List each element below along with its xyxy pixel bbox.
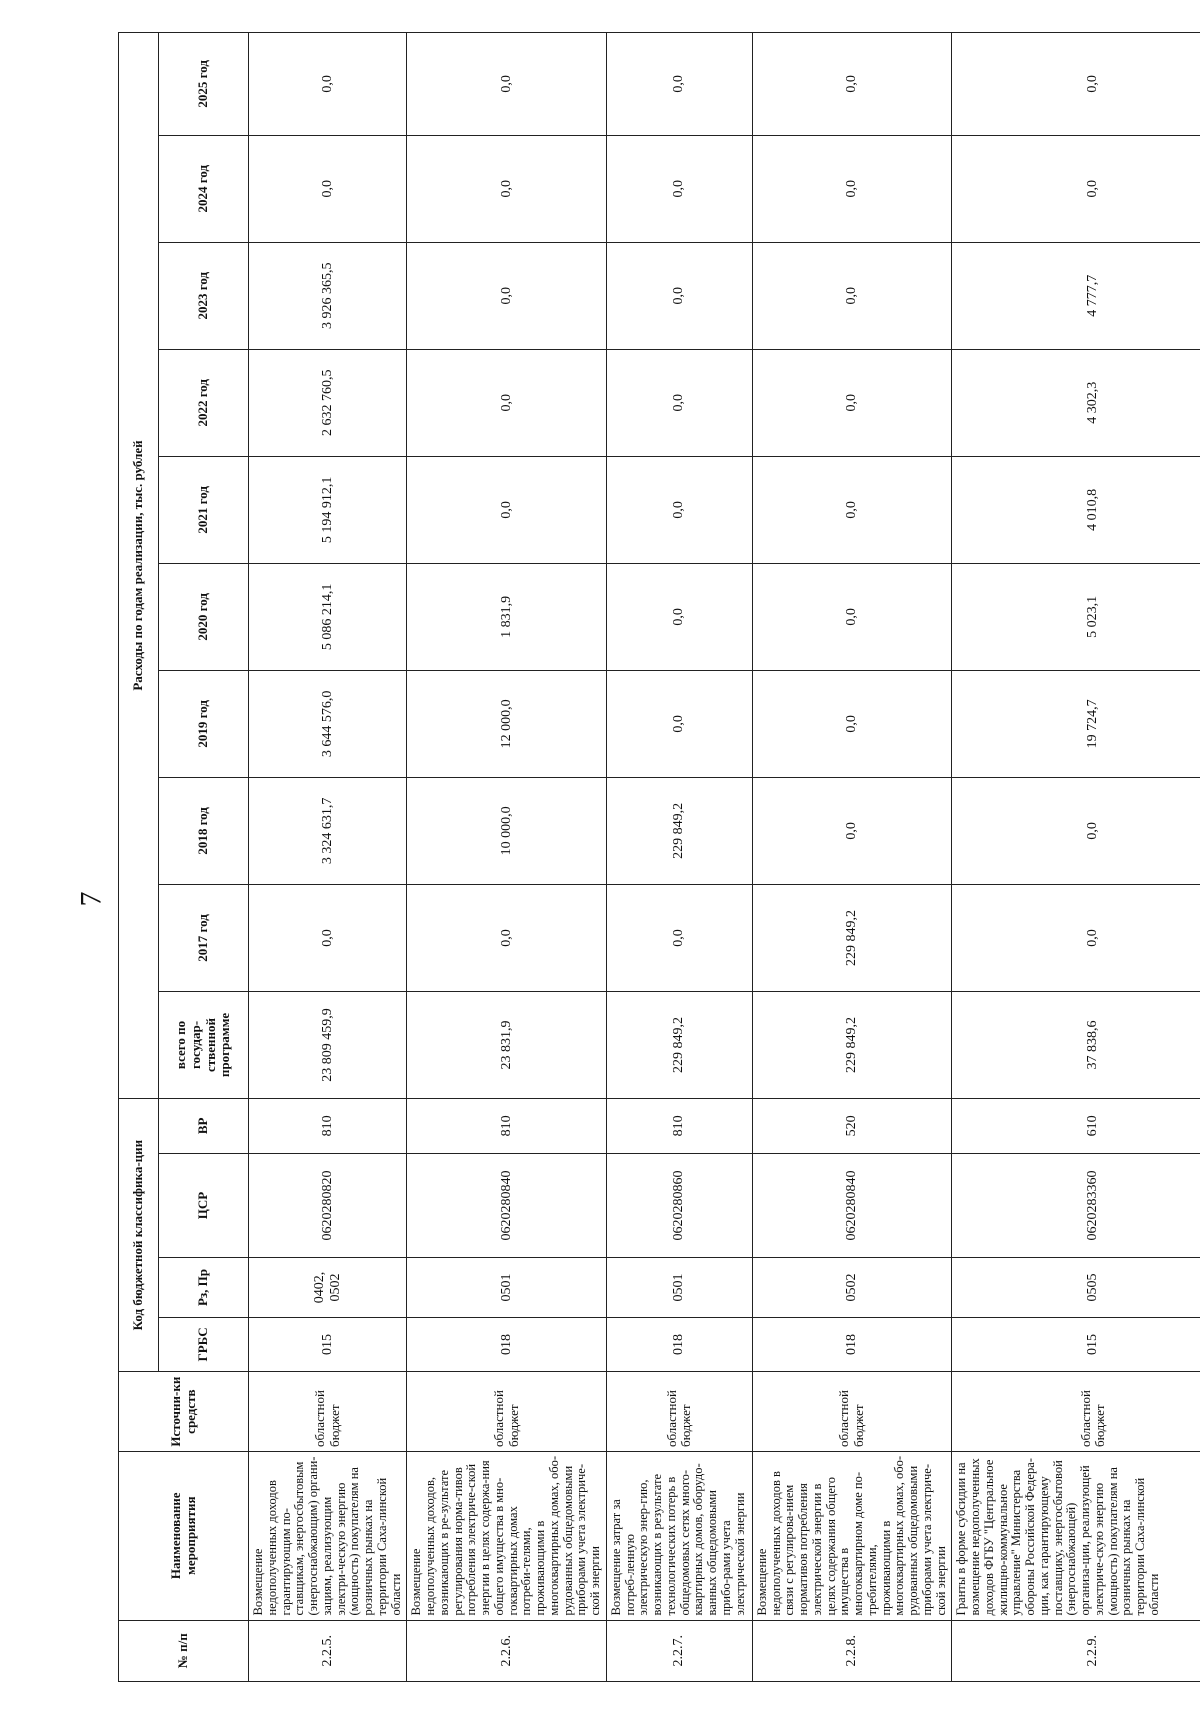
header-year: 2022 год bbox=[159, 349, 249, 456]
row-year-value: 10 000,0 bbox=[407, 777, 607, 884]
row-rzpr: 0505 bbox=[952, 1258, 1200, 1317]
header-year: 2017 год bbox=[159, 884, 249, 991]
row-vr: 810 bbox=[407, 1098, 607, 1153]
header-total: всего по государ-ственной программе bbox=[159, 991, 249, 1098]
row-year-value: 0,0 bbox=[752, 670, 952, 777]
row-year-value: 229 849,2 bbox=[752, 884, 952, 991]
row-grbs: 018 bbox=[606, 1317, 752, 1372]
row-year-value: 0,0 bbox=[752, 456, 952, 563]
header-name: Наименование мероприятия bbox=[119, 1451, 249, 1620]
header-vr: ВР bbox=[159, 1098, 249, 1153]
row-year-value: 0,0 bbox=[606, 884, 752, 991]
page-number: 7 bbox=[74, 891, 108, 907]
row-number: 2.2.9. bbox=[952, 1620, 1200, 1681]
row-source: областной бюджет bbox=[752, 1372, 952, 1452]
header-expenses: Расходы по годам реализации, тыс. рублей bbox=[119, 33, 159, 1099]
header-year: 2019 год bbox=[159, 670, 249, 777]
row-year-value: 4 302,3 bbox=[952, 349, 1200, 456]
header-budget-code: Код бюджетной классифика-ции bbox=[119, 1098, 159, 1371]
row-year-value: 19 724,7 bbox=[952, 670, 1200, 777]
row-number: 2.2.7. bbox=[606, 1620, 752, 1681]
row-year-value: 0,0 bbox=[952, 33, 1200, 136]
row-rzpr: 0501 bbox=[606, 1258, 752, 1317]
row-year-value: 0,0 bbox=[249, 135, 407, 242]
row-total: 23 831,9 bbox=[407, 991, 607, 1098]
row-csr: 0620280860 bbox=[606, 1153, 752, 1258]
header-year: 2021 год bbox=[159, 456, 249, 563]
row-year-value: 0,0 bbox=[752, 33, 952, 136]
row-vr: 610 bbox=[952, 1098, 1200, 1153]
row-year-value: 0,0 bbox=[407, 884, 607, 991]
header-year: 2023 год bbox=[159, 242, 249, 349]
row-source: областной бюджет bbox=[952, 1372, 1200, 1452]
row-year-value: 1 831,9 bbox=[407, 563, 607, 670]
row-year-value: 0,0 bbox=[606, 456, 752, 563]
row-year-value: 0,0 bbox=[952, 777, 1200, 884]
row-source: областной бюджет bbox=[407, 1372, 607, 1452]
row-year-value: 4 777,7 bbox=[952, 242, 1200, 349]
row-name: Возмещение недополученных доходов в связи с регулирова-нием нормативов потребления электрической энергии в целях содержания общего имущества в многоквартирном доме по-требителями, проживающими в многоквартирных домах, обо-рудованных общедомовыми приборами учета электриче-ской энергии bbox=[752, 1451, 952, 1620]
row-csr: 0620283360 bbox=[952, 1153, 1200, 1258]
row-year-value: 5 023,1 bbox=[952, 563, 1200, 670]
row-year-value: 0,0 bbox=[606, 135, 752, 242]
row-year-value: 0,0 bbox=[752, 349, 952, 456]
header-year: 2020 год bbox=[159, 563, 249, 670]
row-year-value: 4 010,8 bbox=[952, 456, 1200, 563]
row-year-value: 0,0 bbox=[606, 670, 752, 777]
row-number: 2.2.8. bbox=[752, 1620, 952, 1681]
rotated-page bbox=[118, 32, 1198, 1682]
row-year-value: 0,0 bbox=[952, 884, 1200, 991]
row-year-value: 0,0 bbox=[606, 349, 752, 456]
row-csr: 0620280820 bbox=[249, 1153, 407, 1258]
header-rz-pr: Рз, Пр bbox=[159, 1258, 249, 1317]
row-year-value: 0,0 bbox=[407, 242, 607, 349]
row-name: Возмещение затрат за потреб-ленную электрическую энер-гию, возникающих в результате технологических потерь в общедомовых сетях много-квартирных домов, оборудо-ванных общедомовыми прибо-рами учета электрической энергии bbox=[606, 1451, 752, 1620]
row-year-value: 0,0 bbox=[752, 242, 952, 349]
row-year-value: 0,0 bbox=[606, 242, 752, 349]
row-year-value: 5 086 214,1 bbox=[249, 563, 407, 670]
header-csr: ЦСР bbox=[159, 1153, 249, 1258]
table-row bbox=[952, 33, 1200, 1682]
table-row bbox=[606, 33, 752, 1682]
row-year-value: 3 644 576,0 bbox=[249, 670, 407, 777]
row-total: 229 849,2 bbox=[752, 991, 952, 1098]
row-year-value: 229 849,2 bbox=[606, 777, 752, 884]
row-total: 229 849,2 bbox=[606, 991, 752, 1098]
row-year-value: 0,0 bbox=[407, 456, 607, 563]
row-year-value: 0,0 bbox=[752, 135, 952, 242]
row-year-value: 0,0 bbox=[752, 777, 952, 884]
row-year-value: 3 926 365,5 bbox=[249, 242, 407, 349]
header-year: 2024 год bbox=[159, 135, 249, 242]
row-csr: 0620280840 bbox=[752, 1153, 952, 1258]
row-name: Возмещение недополученных доходов, возникающих в ре-зультате регулирования норма-тивов потребления электриче-ской энергии в целях содержа-ния общего имущества в мно-гоквартирных домах потреби-телями, проживающими в многоквартирных домах, обо-рудованных общедомовыми приборами учета электриче-ской энергии bbox=[407, 1451, 607, 1620]
row-rzpr: 0502 bbox=[752, 1258, 952, 1317]
row-vr: 810 bbox=[249, 1098, 407, 1153]
row-grbs: 018 bbox=[407, 1317, 607, 1372]
table-row bbox=[407, 33, 607, 1682]
row-year-value: 0,0 bbox=[606, 563, 752, 670]
header-grbs: ГРБС bbox=[159, 1317, 249, 1372]
row-year-value: 0,0 bbox=[249, 33, 407, 136]
row-number: 2.2.5. bbox=[249, 1620, 407, 1681]
row-number: 2.2.6. bbox=[407, 1620, 607, 1681]
row-rzpr: 0402, 0502 bbox=[249, 1258, 407, 1317]
row-grbs: 015 bbox=[952, 1317, 1200, 1372]
header-num: № п/п bbox=[119, 1620, 249, 1681]
row-grbs: 018 bbox=[752, 1317, 952, 1372]
header-source: Источни-ки средств bbox=[119, 1372, 249, 1452]
budget-table bbox=[118, 32, 1200, 1682]
table-row bbox=[752, 33, 952, 1682]
row-year-value: 5 194 912,1 bbox=[249, 456, 407, 563]
header-year: 2018 год bbox=[159, 777, 249, 884]
row-total: 37 838,6 bbox=[952, 991, 1200, 1098]
row-source: областной бюджет bbox=[606, 1372, 752, 1452]
row-year-value: 12 000,0 bbox=[407, 670, 607, 777]
row-grbs: 015 bbox=[249, 1317, 407, 1372]
row-year-value: 0,0 bbox=[407, 349, 607, 456]
row-vr: 520 bbox=[752, 1098, 952, 1153]
row-year-value: 0,0 bbox=[952, 135, 1200, 242]
row-year-value: 0,0 bbox=[752, 563, 952, 670]
row-total: 23 809 459,9 bbox=[249, 991, 407, 1098]
row-year-value: 0,0 bbox=[407, 33, 607, 136]
row-name: Возмещение недополученных доходов гарантирующим по-ставщикам, энергосбытовым (энергоснабжающим) органи-зациям, реализующим электри-ческую энергию (мощность) покупателям на розничных рынках на территории Саха-линской области bbox=[249, 1451, 407, 1620]
row-rzpr: 0501 bbox=[407, 1258, 607, 1317]
row-name: Гранты в форме субсидии на возмещение недополученных доходов ФГБУ "Центральное жилищно-коммунальное управление" Министерства обороны Российской Федера-ции, как гарантирующему поставщику, энергосбытовой (энергоснабжающей) организа-ции, реализующей электриче-скую энергию (мощность) покупателям на розничных рынках на территории Саха-линской области bbox=[952, 1451, 1200, 1620]
row-year-value: 0,0 bbox=[249, 884, 407, 991]
row-source: областной бюджет bbox=[249, 1372, 407, 1452]
row-year-value: 3 324 631,7 bbox=[249, 777, 407, 884]
header-year: 2025 год bbox=[159, 33, 249, 136]
row-year-value: 0,0 bbox=[407, 135, 607, 242]
row-csr: 0620280840 bbox=[407, 1153, 607, 1258]
row-year-value: 0,0 bbox=[606, 33, 752, 136]
row-year-value: 2 632 760,5 bbox=[249, 349, 407, 456]
table-row bbox=[249, 33, 407, 1682]
row-vr: 810 bbox=[606, 1098, 752, 1153]
